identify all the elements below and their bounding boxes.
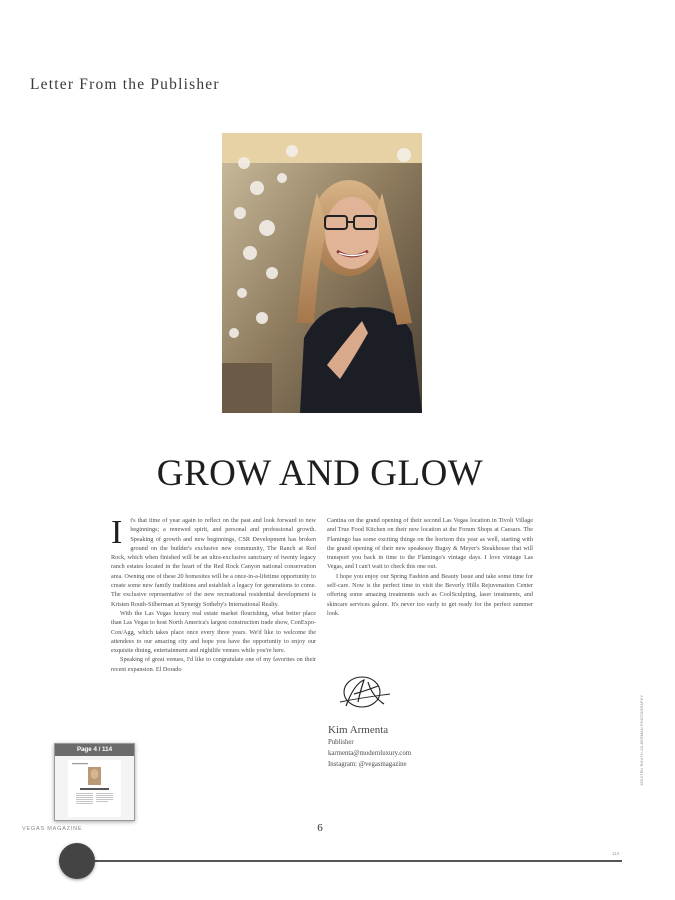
photo-credit: KRISTEN ROUTH-SILBERMAN PHOTOGRAPHY (640, 694, 644, 786)
page-number: 6 (317, 822, 323, 834)
article-paragraph: Cantina on the grand opening of their second Las Vegas location in Tivoli Village and True Food Kitchen on their new location at the Forum Shops at Caesars. The Flamingo has some exciting things on the horizon this year as well, starting with the grand opening of their new speakeasy Bugsy & Meyer's Steakhouse that will transport you back in time to the Flamingo's vintage days. I love vintage Las Vegas, and I can't wait to check this one out. (327, 517, 533, 571)
page-scrubber-handle[interactable] (59, 843, 95, 879)
publisher-name: Kim Armenta (328, 724, 389, 736)
article-column-left (111, 516, 316, 674)
article-column-right (327, 516, 533, 618)
article-paragraph: I t's that time of year again to reflect on the past and look forward to new beginnings; a renewed spirit, and personal and professional growth. Speaking of growth and new beginnings, CSR Development has broken ground on the builder's exclusive new community, The Ranch at Red Rock, which when finished will be an ultra-exclusive sanctuary of twenty legacy ranch estates located in the heart of the Red Rock Canyon national conservation area. Owning one of these 20 homesites will be a once-in-a-lifetime opportunity to create some new family traditions and establish a legacy for generations to come. The exclusive representative of the new recreational residential development is Kristen Routh-Silberman at Synergy Sotheby's International Realty. (111, 514, 316, 608)
publisher-photo (222, 133, 422, 413)
page-scrubber-track[interactable] (70, 860, 622, 862)
page-thumbnail (68, 760, 121, 817)
publisher-instagram: Instagram: @vegasmagazine (328, 761, 407, 768)
drop-cap: I (111, 514, 123, 551)
article-paragraph: Speaking of great venues, I'd like to congratulate one of my favorites on their recent expansion. El Dorado (111, 656, 316, 673)
signature-mark (334, 672, 394, 716)
page-indicator: Page 4 / 114 (55, 744, 134, 756)
footer-page-mark: 114 (612, 851, 620, 856)
article-paragraph: With the Las Vegas luxury real estate market flourishing, what better place than Las Vegas to host North America's largest construction trade show, ConExpo-Con/Agg, which takes place once every three years. We'd like to welcome the attendees to our amazing city and hope you have the opportunity to enjoy our exquisite dining, entertainment and nightlife venues while you're here. (111, 609, 316, 655)
page-preview-popup[interactable] (54, 743, 135, 821)
publisher-title: Publisher (328, 739, 354, 746)
article-paragraph: I hope you enjoy our Spring Fashion and Beauty Issue and take some time for self-care. Now is the perfect time to visit the Beverly Hills Rejuvenation Center offering some amazing treatments such as CoolSculpting, laser treatments, and skincare services galore. It's never too early to get ready for the perfect summer look. (327, 572, 533, 617)
publisher-email: karmenta@modernluxury.com (328, 750, 412, 757)
footer-magazine-name: VEGAS MAGAZINE (22, 826, 83, 832)
article-headline: GROW AND GLOW (156, 453, 484, 494)
section-title: Letter From the Publisher (30, 76, 220, 93)
